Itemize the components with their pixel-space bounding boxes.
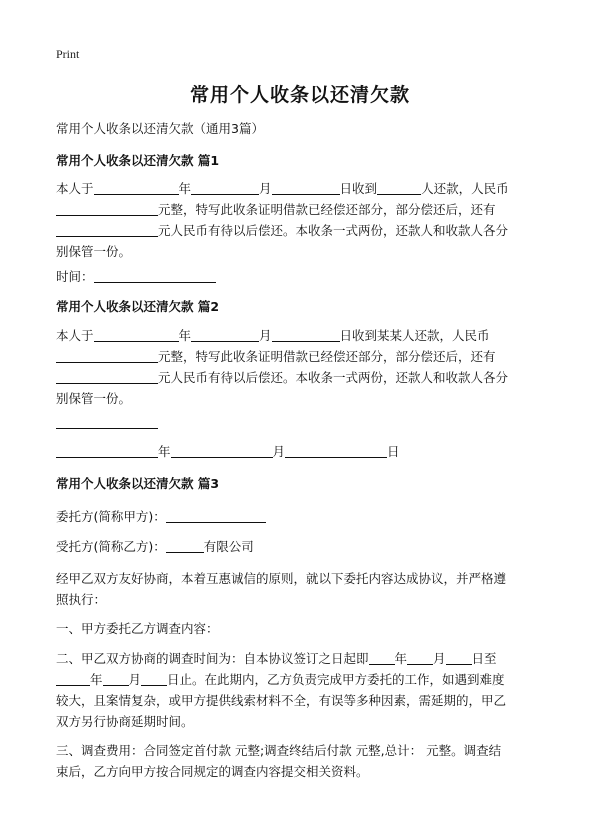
blank-field xyxy=(56,201,158,216)
time-label: 时间： xyxy=(56,269,94,284)
party-b-suffix: 有限公司 xyxy=(203,539,254,554)
text-span: 年 xyxy=(158,444,171,459)
blank-field xyxy=(369,650,395,665)
text-span: 人还款，人民币 xyxy=(421,181,509,196)
text-span: 二、甲乙双方协商的调查时间为：自本协议签订之日起即 xyxy=(56,651,369,666)
section2-line4: 别保管一份。 xyxy=(56,391,132,406)
document-subtitle: 常用个人收条以还清欠款（通用3篇） xyxy=(56,121,264,136)
text-span: 月 xyxy=(433,651,446,666)
text-span: 月 xyxy=(259,328,272,343)
item2-line1 xyxy=(56,648,556,669)
blank-field xyxy=(141,671,167,686)
party-a-label: 委托方(简称甲方)： xyxy=(56,509,166,524)
text-span: 元整，特写此收条证明借款已经偿还部分，部分偿还后，还有 xyxy=(158,202,496,217)
party-b-label: 受托方(简称乙方)： xyxy=(56,539,166,554)
text-span: 日至 xyxy=(471,651,497,666)
signature-line xyxy=(56,428,158,429)
text-span: 日止。在此期内，乙方负责完成甲方委托的工作，如遇到难度 xyxy=(167,672,505,687)
document-title: 常用个人收条以还清欠款 xyxy=(189,84,410,106)
section1-heading: 常用个人收条以还清欠款 篇1 xyxy=(56,153,220,168)
section2-heading: 常用个人收条以还清欠款 篇2 xyxy=(56,299,220,314)
blank-field xyxy=(272,180,340,195)
intro-line1: 经甲乙双方友好协商，本着互惠诚信的原则，就以下委托内容达成协议，并严格遵 xyxy=(56,571,507,586)
text-span: 年 xyxy=(90,672,103,687)
party-a-line xyxy=(56,506,556,527)
text-span: 月 xyxy=(272,444,286,459)
blank-field xyxy=(166,538,204,553)
blank-field xyxy=(56,671,90,686)
blank-field xyxy=(56,443,158,458)
item3-line1: 三、调查费用：合同签定首付款 元整;调查终结后付款 元整,总计： 元整。调查结 xyxy=(56,743,502,758)
blank-field xyxy=(56,369,158,384)
section1-line3 xyxy=(56,220,556,241)
blank-field xyxy=(446,650,472,665)
party-b-line xyxy=(56,536,556,557)
section2-line2 xyxy=(56,346,556,367)
text-span: 月 xyxy=(128,672,142,687)
section1-line1 xyxy=(56,178,556,199)
text-span: 本人于 xyxy=(56,181,94,196)
text-span: 元人民币有待以后偿还。本收条一式两份，还款人和收款人各分 xyxy=(158,223,509,238)
blank-field xyxy=(94,327,179,342)
text-span: 元整，特写此收条证明借款已经偿还部分，部分偿还后，还有 xyxy=(158,349,496,364)
section3-heading: 常用个人收条以还清欠款 篇3 xyxy=(56,476,220,491)
blank-field xyxy=(103,671,129,686)
print-label: Print xyxy=(56,47,80,61)
text-span: 年 xyxy=(178,328,192,343)
item3-line2: 束后，乙方向甲方按合同规定的调查内容提交相关资料。 xyxy=(56,764,369,779)
blank-field xyxy=(56,222,158,237)
section1-line2 xyxy=(56,199,556,220)
text-span: 年 xyxy=(178,181,192,196)
blank-field xyxy=(285,443,387,458)
section2-line3 xyxy=(56,367,556,388)
text-span: 日收到 xyxy=(339,181,378,196)
item1: 一、甲方委托乙方调查内容： xyxy=(56,621,219,636)
section2-line1 xyxy=(56,325,556,346)
item2-line4: 双方另行协商延期时间。 xyxy=(56,714,194,729)
text-span: 元人民币有待以后偿还。本收条一式两份，还款人和收款人各分 xyxy=(158,370,509,385)
section1-line4: 别保管一份。 xyxy=(56,244,132,259)
section2-date-line xyxy=(56,441,556,462)
blank-field xyxy=(94,268,216,283)
intro-line2: 照执行： xyxy=(56,592,107,607)
item2-line3: 较大，且案情复杂，或甲方提供线索材料不全，有误等多种因素，需延期的，甲乙 xyxy=(56,693,507,708)
blank-field xyxy=(191,180,259,195)
blank-field xyxy=(56,348,158,363)
text-span: 年 xyxy=(394,651,408,666)
section1-time xyxy=(56,266,556,287)
blank-field xyxy=(377,180,421,195)
text-span: 本人于 xyxy=(56,328,94,343)
blank-field xyxy=(272,327,340,342)
text-span: 月 xyxy=(259,181,272,196)
blank-field xyxy=(171,443,273,458)
text-span: 日收到某某人还款，人民币 xyxy=(339,328,490,343)
blank-field xyxy=(191,327,259,342)
item2-line2 xyxy=(56,669,556,690)
blank-field xyxy=(166,508,266,523)
text-span: 日 xyxy=(387,444,400,459)
blank-field xyxy=(407,650,433,665)
blank-field xyxy=(94,180,179,195)
